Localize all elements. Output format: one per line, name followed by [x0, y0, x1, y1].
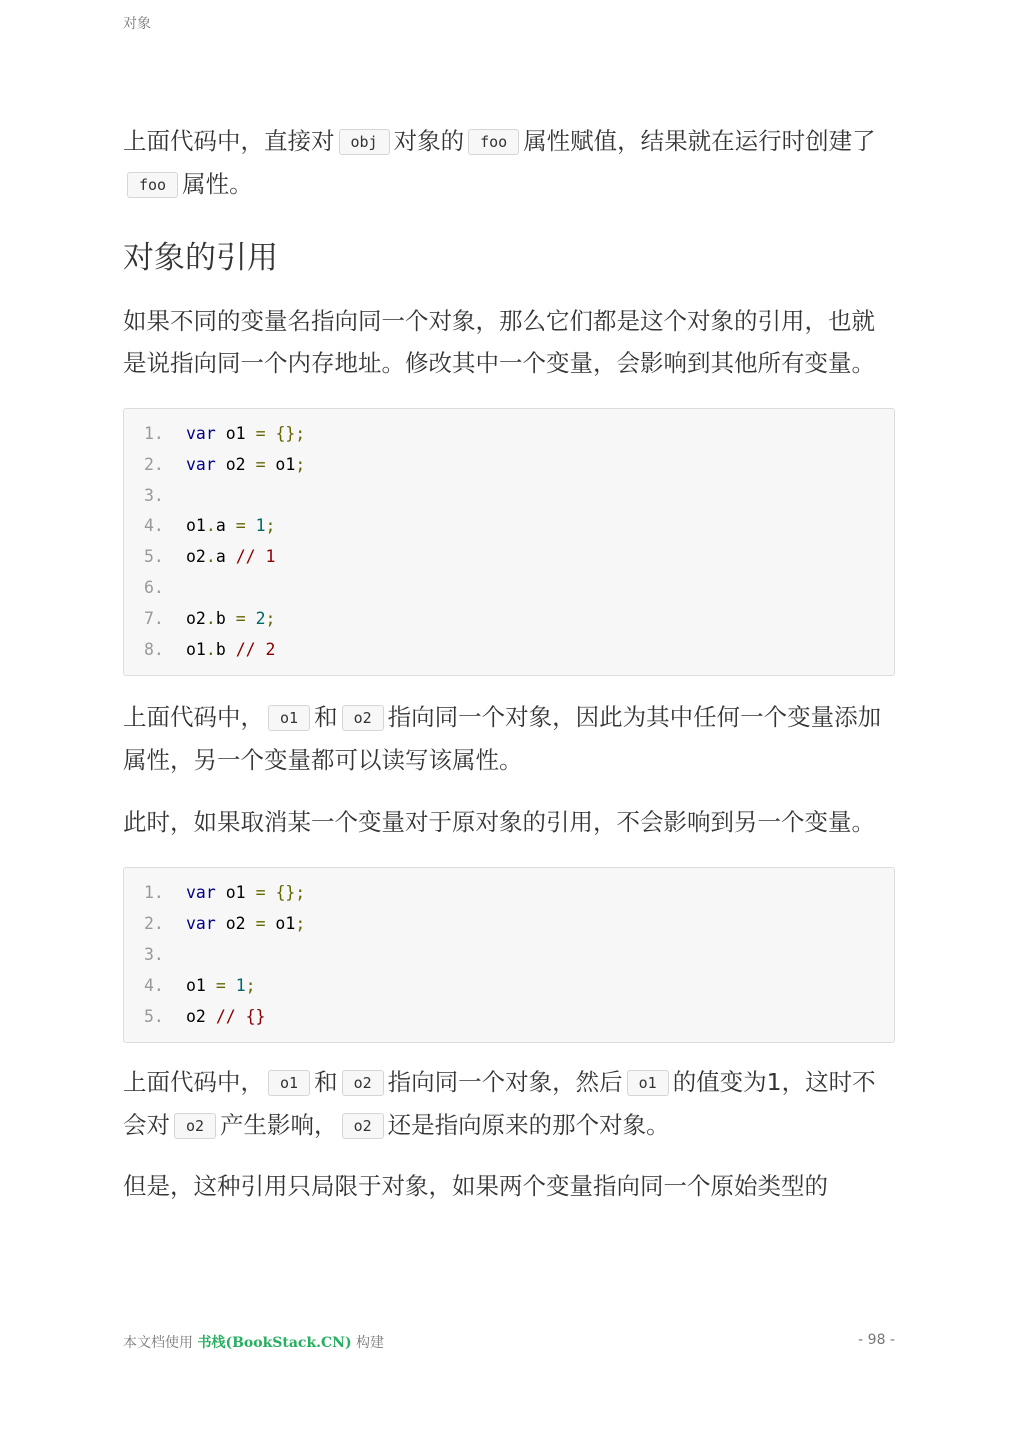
section-heading: 对象的引用	[123, 240, 278, 276]
text: 属性赋值，结果就在运行时创建了	[523, 127, 876, 155]
line-number: 8.	[144, 639, 164, 659]
text: 指向同一个对象，然后	[387, 1068, 623, 1097]
paragraph	[123, 120, 898, 206]
code-token: var	[186, 424, 216, 443]
code-token: .	[205, 547, 216, 567]
code-token: =	[235, 516, 246, 536]
code-token	[226, 976, 236, 995]
code-line	[144, 542, 894, 573]
code-token: =	[255, 914, 266, 934]
code-token: {};	[275, 883, 306, 903]
inline-code: foo	[127, 172, 178, 198]
code-token: // 2	[235, 639, 276, 659]
code-token: var	[186, 883, 216, 903]
code-token: .	[205, 608, 216, 628]
code-token: o1	[186, 516, 206, 536]
text: 和	[314, 1068, 338, 1097]
code-token: 1	[255, 516, 266, 536]
paragraph	[123, 696, 898, 781]
code-token: ;	[265, 516, 276, 536]
text: 指向同一个对象，因此为其中任何一个变量添加属性，另一个变量都可以读写该属性。	[123, 703, 882, 775]
code-line	[144, 909, 894, 940]
code-token: var	[186, 914, 216, 934]
code-token	[246, 516, 256, 535]
paragraph	[123, 1061, 898, 1147]
code-token: {};	[275, 424, 306, 443]
code-token: b	[215, 639, 236, 659]
line-number: 1.	[144, 883, 164, 903]
line-number: 3.	[144, 485, 164, 505]
code-token: b	[215, 608, 236, 628]
line-number: 2.	[144, 454, 164, 474]
inline-code: o2	[342, 705, 384, 731]
code-token: =	[255, 424, 266, 443]
code-token: o1	[186, 639, 206, 659]
code-token: // {}	[215, 1006, 266, 1026]
code-token	[246, 609, 256, 628]
inline-code: o1	[627, 1070, 669, 1096]
code-line	[144, 971, 894, 1002]
code-line	[144, 450, 894, 481]
inline-code: o2	[342, 1070, 384, 1096]
paragraph: 但是，这种引用只局限于对象，如果两个变量指向同一个原始类型的	[123, 1172, 828, 1201]
code-token: ;	[245, 975, 256, 995]
code-line	[144, 635, 894, 666]
paragraph: 此时，如果取消某一个变量对于原对象的引用，不会影响到另一个变量。	[123, 808, 875, 837]
code-token: o2	[186, 1006, 216, 1026]
code-line	[144, 940, 894, 971]
page-footer	[123, 1332, 895, 1352]
code-token: =	[255, 454, 266, 474]
code-token: ;	[295, 914, 306, 934]
code-token: o2	[215, 454, 256, 474]
code-token: o2	[215, 914, 256, 934]
code-token: 2	[255, 608, 266, 628]
code-line	[144, 1002, 894, 1033]
code-token: 1	[235, 975, 246, 995]
code-block	[123, 867, 895, 1043]
line-number: 5.	[144, 1006, 164, 1026]
inline-code: o2	[174, 1113, 216, 1139]
code-token: o2	[186, 547, 206, 567]
footer-text: 本文档使用	[123, 1335, 198, 1351]
text: 上面代码中，	[123, 703, 264, 732]
text: 的值变为1，这时不会对	[123, 1068, 876, 1140]
text: 上面代码中，直接对	[123, 127, 335, 155]
code-token: ;	[265, 608, 276, 628]
page-content	[123, 120, 898, 1207]
code-token	[266, 883, 276, 902]
code-line	[144, 573, 894, 604]
line-number: 4.	[144, 975, 164, 995]
code-token: o1	[265, 454, 296, 474]
inline-code: foo	[468, 129, 519, 155]
code-token: .	[205, 639, 216, 659]
inline-code: o1	[268, 1070, 310, 1096]
inline-code: o1	[268, 705, 310, 731]
line-number: 7.	[144, 608, 164, 628]
inline-code: o2	[342, 1113, 384, 1139]
text: 产生影响，	[220, 1111, 338, 1140]
code-token: o1	[215, 883, 256, 903]
code-line	[144, 419, 894, 450]
text: 还是指向原来的那个对象。	[387, 1111, 670, 1140]
code-line	[144, 511, 894, 542]
code-token: o1	[186, 975, 216, 995]
code-token: a	[215, 547, 236, 567]
line-number: 2.	[144, 914, 164, 934]
text: 上面代码中，	[123, 1068, 264, 1097]
code-token: o1	[215, 424, 256, 443]
inline-code: obj	[339, 129, 390, 155]
text: 属性。	[182, 170, 253, 198]
code-token: =	[235, 608, 246, 628]
code-token: o2	[186, 608, 206, 628]
line-number: 1.	[144, 424, 164, 443]
running-header: 对象	[123, 16, 151, 32]
code-token: // 1	[235, 547, 276, 567]
code-token: =	[215, 975, 226, 995]
page-number: - 98 -	[858, 1332, 895, 1348]
code-token: ;	[295, 454, 306, 474]
line-number: 3.	[144, 944, 164, 964]
text: 和	[314, 703, 338, 732]
text: 对象的	[393, 127, 465, 155]
line-number: 6.	[144, 577, 164, 597]
code-line	[144, 878, 894, 909]
code-token: a	[215, 516, 236, 536]
code-block	[123, 408, 895, 676]
line-number: 5.	[144, 547, 164, 567]
footer-brand-link[interactable]: 书栈(BookStack.CN)	[197, 1335, 352, 1351]
code-line	[144, 604, 894, 635]
line-number: 4.	[144, 516, 164, 536]
code-token: .	[205, 516, 216, 536]
code-token	[266, 424, 276, 443]
code-token: o1	[265, 914, 296, 934]
code-token: var	[186, 454, 216, 474]
paragraph: 如果不同的变量名指向同一个对象，那么它们都是这个对象的引用，也就是说指向同一个内存地址。修改其中一个变量，会影响到其他所有变量。	[123, 307, 875, 377]
code-token: =	[255, 883, 266, 903]
code-line	[144, 481, 894, 512]
footer-text: 构建	[351, 1335, 385, 1351]
